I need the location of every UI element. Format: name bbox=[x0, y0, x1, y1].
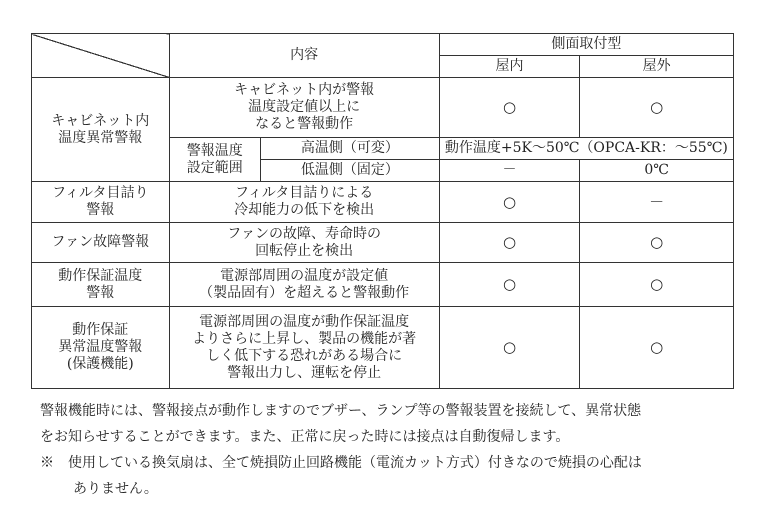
header-indoor: 屋内 bbox=[439, 56, 580, 78]
desc-line: （製品固有）を超えると警報動作 bbox=[199, 284, 410, 301]
note-line: ありません。 bbox=[73, 481, 158, 497]
desc-line: 回転停止を検出 bbox=[255, 242, 354, 259]
row-name-line: 警報 bbox=[86, 202, 115, 218]
fan-outdoor-mark: ○ bbox=[580, 223, 734, 263]
table-row bbox=[32, 78, 734, 138]
alarm-function-table bbox=[31, 33, 734, 389]
row-name-cabinet-alarm bbox=[32, 78, 170, 182]
filter-outdoor-mark: － bbox=[580, 182, 734, 223]
low-side-indoor: － bbox=[439, 160, 580, 182]
cabinet-indoor-mark: ○ bbox=[439, 78, 580, 138]
sub-label-line: 警報温度 bbox=[186, 142, 243, 159]
abnormal-indoor-mark: ○ bbox=[439, 307, 580, 389]
abnormal-outdoor-mark: ○ bbox=[580, 307, 734, 389]
desc-line: なると警報動作 bbox=[255, 116, 354, 132]
row-desc-fan-alarm bbox=[169, 223, 439, 263]
desc-line: しく低下する恐れがある場合に bbox=[206, 347, 403, 364]
cabinet-outdoor-mark: ○ bbox=[580, 78, 734, 138]
filter-indoor-mark: ○ bbox=[439, 182, 580, 223]
row-name-line: フィルタ目詰り bbox=[52, 185, 149, 201]
sub-label-line: 設定範囲 bbox=[186, 159, 243, 176]
table-header-row bbox=[32, 34, 734, 56]
note-line: 警報機能時には、警報接点が動作しますのでブザー、ランプ等の警報装置を接続して、異常状態 bbox=[40, 403, 642, 419]
desc-line: 冷却能力の低下を検出 bbox=[234, 202, 375, 218]
note-line: をお知らせすることができます。また、正常に戻った時には接点は自動復帰します。 bbox=[40, 429, 570, 445]
low-side-label: 低温側（固定） bbox=[260, 160, 439, 182]
row-name-line: 温度異常警報 bbox=[58, 129, 143, 146]
row-name-line: 警報 bbox=[86, 284, 115, 301]
row-desc-abnormal-temp-alarm bbox=[169, 307, 439, 389]
table-row bbox=[32, 182, 734, 223]
guarantee-outdoor-mark: ○ bbox=[580, 263, 734, 307]
row-name-filter-alarm bbox=[32, 182, 170, 223]
row-name-line: 動作保証温度 bbox=[58, 267, 143, 284]
header-outdoor: 屋外 bbox=[580, 56, 734, 78]
low-side-outdoor: 0℃ bbox=[580, 160, 734, 182]
table-row bbox=[32, 263, 734, 307]
desc-line: よりさらに上昇し、製品の機能が著 bbox=[192, 330, 417, 347]
row-name-fan-alarm: ファン故障警報 bbox=[32, 223, 170, 263]
row-name-line: キャビネット内 bbox=[51, 112, 150, 129]
desc-line: 電源部周囲の温度が設定値 bbox=[220, 267, 389, 284]
row-name-line: 異常温度警報 bbox=[58, 339, 143, 355]
row-desc-guarantee-temp-alarm bbox=[169, 263, 439, 307]
table-row bbox=[32, 223, 734, 263]
desc-line: 電源部周囲の温度が動作保証温度 bbox=[199, 313, 410, 330]
desc-line: フィルタ目詰りによる bbox=[234, 185, 374, 201]
notes-section bbox=[40, 398, 740, 502]
row-name-guarantee-temp-alarm bbox=[32, 263, 170, 307]
row-desc-cabinet-alarm bbox=[169, 78, 439, 138]
note-line: ※ 使用している換気扇は、全て焼損防止回路機能（電流カット方式）付きなので焼損の心配は bbox=[40, 455, 642, 471]
desc-line: キャビネット内が警報 bbox=[234, 82, 375, 98]
high-side-label: 高温側（可変） bbox=[260, 138, 439, 160]
desc-line: ファンの故障、寿命時の bbox=[227, 225, 381, 242]
header-side-mount: 側面取付型 bbox=[439, 34, 733, 56]
header-content: 内容 bbox=[169, 34, 439, 78]
fan-indoor-mark: ○ bbox=[439, 223, 580, 263]
row-name-abnormal-temp-alarm bbox=[32, 307, 170, 389]
guarantee-indoor-mark: ○ bbox=[439, 263, 580, 307]
row-name-line: 動作保証 bbox=[72, 322, 129, 338]
alarm-temp-setting-range-label bbox=[169, 138, 260, 182]
corner-diagonal-cell bbox=[32, 34, 170, 78]
table-row bbox=[32, 307, 734, 389]
desc-line: 温度設定値以上に bbox=[248, 99, 361, 115]
desc-line: 警報出力し、運転を停止 bbox=[227, 364, 382, 381]
row-name-line: (保護機能) bbox=[66, 356, 134, 372]
high-side-value: 動作温度+5K～50℃（OPCA-KR：～55℃) bbox=[439, 138, 733, 160]
row-desc-filter-alarm bbox=[169, 182, 439, 223]
